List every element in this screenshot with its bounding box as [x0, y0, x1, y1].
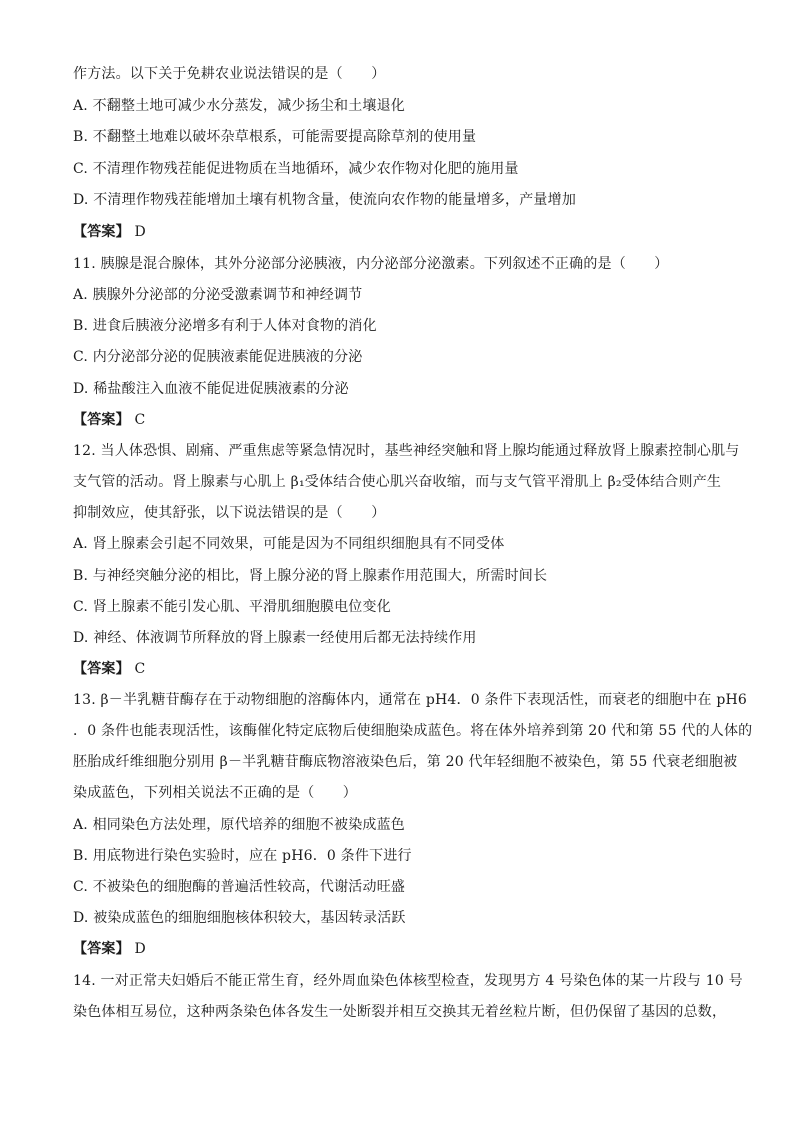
question-11-answer	[73, 410, 733, 430]
question-12-stem-line-3: 抑制效应，使其舒张，以下说法错误的是（ ）	[73, 505, 386, 521]
question-12-option-b: B. 与神经突触分泌的相比，肾上腺分泌的肾上腺素作用范围大，所需时间长	[73, 568, 548, 584]
question-12-stem-line-2: 支气管的活动。肾上腺素与心肌上 β₁受体结合使心肌兴奋收缩，而与支气管平滑肌上 β₂受体结合则产生	[73, 474, 722, 490]
question-13-stem-line-2: ．0 条件也能表现活性，该酶催化特定底物后使细胞染成蓝色。将在体外培养到第 20 代和第 55 代的人体的	[73, 723, 753, 739]
answer-value: D	[134, 224, 146, 240]
question-14-stem-line-2: 染色体相互易位，这种两条染色体各发生一处断裂并相互交换其无着丝粒片断，但仍保留了基因的总数，	[73, 1004, 727, 1020]
question-13-answer	[73, 939, 733, 959]
question-13-stem-line-3: 胚胎成纤维细胞分别用 β－半乳糖苷酶底物溶液染色后，第 20 代年轻细胞不被染色，第 55 代衰老细胞被	[73, 754, 738, 770]
question-11-stem: 11. 胰腺是混合腺体，其外分泌部分泌胰液，内分泌部分泌激素。下列叙述不正确的是（ ）	[73, 256, 669, 272]
question-14-stem-line-1: 14. 一对正常夫妇婚后不能正常生育，经外周血染色体核型检查，发现男方 4 号染色体的某一片段与 10 号	[73, 973, 743, 989]
question-13-stem-line-1: 13. β－半乳糖苷酶存在于动物细胞的溶酶体内，通常在 pH4．0 条件下表现活性，而衰老的细胞中在 pH6	[73, 692, 748, 708]
question-11-option-c: C. 内分泌部分泌的促胰液素能促进胰液的分泌	[73, 349, 363, 365]
question-12-option-c: C. 肾上腺素不能引发心肌、平滑肌细胞膜电位变化	[73, 599, 391, 615]
question-13-option-c: C. 不被染色的细胞酶的普遍活性较高，代谢活动旺盛	[73, 879, 406, 895]
question-13-option-b: B. 用底物进行染色实验时，应在 pH6．0 条件下进行	[73, 848, 412, 864]
question-11-option-d: D. 稀盐酸注入血液不能促进促胰液素的分泌	[73, 381, 349, 397]
question-13-option-d: D. 被染成蓝色的细胞细胞核体积较大，基因转录活跃	[73, 910, 406, 926]
question-10-stem-tail: 作方法。以下关于免耕农业说法错误的是（ ）	[73, 66, 386, 82]
answer-label: 【答案】	[73, 941, 130, 957]
answer-label: 【答案】	[73, 661, 130, 677]
question-12-stem-line-1: 12. 当人体恐惧、剧痛、严重焦虑等紧急情况时，基些神经突触和肾上腺均能通过释放肾上腺素控制心肌与	[73, 443, 740, 459]
question-12-option-a: A. 肾上腺素会引起不同效果，可能是因为不同组织细胞具有不同受体	[73, 536, 505, 552]
answer-label: 【答案】	[73, 224, 130, 240]
question-12-answer	[73, 659, 733, 679]
question-10-answer	[73, 222, 733, 242]
question-13-option-a: A. 相同染色方法处理，原代培养的细胞不被染成蓝色	[73, 817, 406, 833]
answer-value: C	[134, 661, 146, 677]
question-12-option-d: D. 神经、体液调节所释放的肾上腺素一经使用后都无法持续作用	[73, 630, 477, 646]
answer-value: C	[134, 412, 146, 428]
question-10-option-b: B. 不翻整土地难以破坏杂草根系，可能需要提高除草剂的使用量	[73, 129, 477, 145]
question-10-option-a: A. 不翻整土地可减少水分蒸发，减少扬尘和土壤退化	[73, 98, 406, 114]
question-10-option-c: C. 不清理作物残茬能促进物质在当地循环，减少农作物对化肥的施用量	[73, 161, 519, 177]
answer-label: 【答案】	[73, 412, 130, 428]
question-10-option-d: D. 不清理作物残茬能增加土壤有机物含量，使流向农作物的能量增多，产量增加	[73, 192, 577, 208]
answer-value: D	[134, 941, 146, 957]
question-13-stem-line-4: 染成蓝色，下列相关说法不正确的是（ ）	[73, 785, 357, 801]
question-11-option-b: B. 进食后胰液分泌增多有利于人体对食物的消化	[73, 318, 377, 334]
question-11-option-a: A. 胰腺外分泌部的分泌受激素调节和神经调节	[73, 287, 363, 303]
